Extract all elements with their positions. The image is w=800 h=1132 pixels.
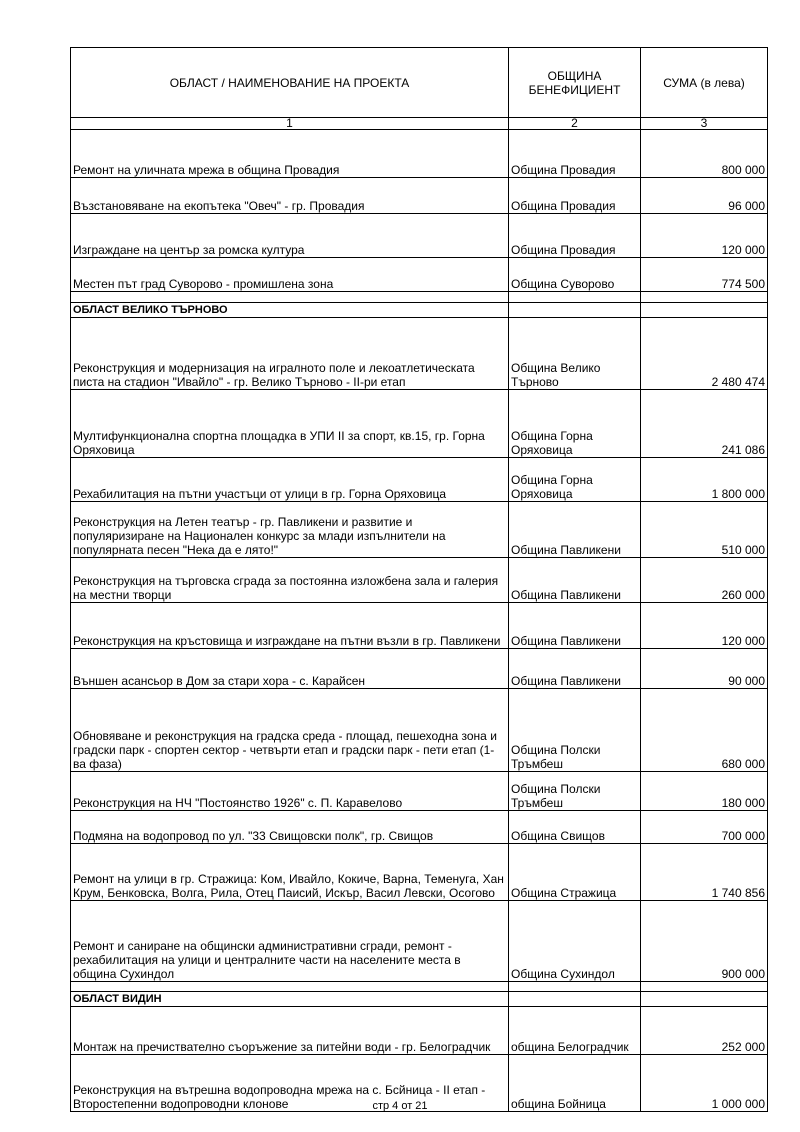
amount-cell: 700 000 — [641, 811, 768, 844]
municipality-cell — [509, 292, 641, 303]
table-row — [71, 458, 768, 502]
amount-cell: 120 000 — [641, 603, 768, 649]
amount-cell: 1 000 000 — [641, 1055, 768, 1112]
municipality-cell: община Белоградчик — [509, 1007, 641, 1055]
table-row — [71, 258, 768, 292]
table-row — [71, 689, 768, 772]
amount-cell: 510 000 — [641, 502, 768, 558]
column-index: 2 — [509, 118, 641, 130]
municipality-cell: Община Стражица — [509, 844, 641, 901]
amount-cell — [641, 303, 768, 318]
table-row — [71, 772, 768, 811]
municipality-cell: Община Велико Търново — [509, 318, 641, 390]
municipality-cell: Община Провадия — [509, 214, 641, 258]
municipality-cell: Община Павликени — [509, 502, 641, 558]
amount-cell: 680 000 — [641, 689, 768, 772]
header-row — [71, 48, 768, 118]
projects-table — [70, 47, 768, 1112]
municipality-cell: Община Горна Оряховица — [509, 458, 641, 502]
project-cell — [71, 982, 509, 992]
project-cell: Рехабилитация на пътни участъци от улици в гр. Горна Оряховица — [71, 458, 509, 502]
amount-cell — [641, 292, 768, 303]
column-index: 1 — [71, 118, 509, 130]
table-row — [71, 558, 768, 603]
amount-cell: 90 000 — [641, 649, 768, 689]
project-cell — [71, 292, 509, 303]
project-cell: Външен асансьор в Дом за стари хора - с. Карайсен — [71, 649, 509, 689]
project-cell: Реконструкция и модернизация на игралното поле и лекоатлетическата писта на стадион "Ивайло" - гр. Велико Търново - II-ри етап — [71, 318, 509, 390]
municipality-cell: община Бойница — [509, 1055, 641, 1112]
project-cell: Реконструкция на НЧ "Постоянство 1926" с. П. Каравелово — [71, 772, 509, 811]
municipality-cell — [509, 982, 641, 992]
project-cell: Възстановяване на екопътека "Овеч" - гр. Провадия — [71, 178, 509, 214]
table-row — [71, 844, 768, 901]
project-cell: Реконструкция на търговска сграда за постоянна изложбена зала и галерия на местни творци — [71, 558, 509, 603]
region-row — [71, 992, 768, 1007]
amount-cell: 96 000 — [641, 178, 768, 214]
project-cell: Изграждане на център за ромска култура — [71, 214, 509, 258]
municipality-cell — [509, 992, 641, 1007]
project-cell: Ремонт на улици в гр. Стражица: Ком, Ивайло, Кокиче, Варна, Теменуга, Хан Крум, Бенковска, Волга, Рила, Отец Паисий, Искър, Васил Левски, Осогово — [71, 844, 509, 901]
municipality-cell: Община Полски Тръмбеш — [509, 689, 641, 772]
amount-cell: 241 086 — [641, 390, 768, 458]
column-index: 3 — [641, 118, 768, 130]
project-cell: Реконструкция на Летен театър - гр. Павликени и развитие и популяризиране на Национален конкурс за млади изпълнители на популярната песен "Нека да е лято!" — [71, 502, 509, 558]
spacer-row — [71, 292, 768, 303]
municipality-cell: Община Горна Оряховица — [509, 390, 641, 458]
amount-cell: 1 740 856 — [641, 844, 768, 901]
project-cell: Обновяване и реконструкция на градска среда - площад, пешеходна зона и градски парк - спортен сектор - четвърти етап и градски парк - пети етап (1-ва фаза) — [71, 689, 509, 772]
project-cell: Местен път град Суворово - промишлена зона — [71, 258, 509, 292]
municipality-cell: Община Павликени — [509, 649, 641, 689]
table-row — [71, 603, 768, 649]
table-row — [71, 214, 768, 258]
table-row — [71, 318, 768, 390]
page-number: стр 4 от 21 — [372, 1100, 428, 1112]
table-row — [71, 178, 768, 214]
amount-cell: 2 480 474 — [641, 318, 768, 390]
table-row — [71, 390, 768, 458]
amount-cell: 800 000 — [641, 130, 768, 178]
amount-cell: 1 800 000 — [641, 458, 768, 502]
project-cell: Реконструкция на вътрешна водопроводна мрежа на с. Бсйница - II етап - Второстепенни водопроводни клонове — [71, 1055, 509, 1112]
project-cell: Реконструкция на кръстовища и изграждане на пътни възли в гр. Павликени — [71, 603, 509, 649]
municipality-cell: Община Свищов — [509, 811, 641, 844]
municipality-cell — [509, 303, 641, 318]
table-row — [71, 502, 768, 558]
header-amount: СУМА (в лева) — [641, 48, 768, 118]
table-row — [71, 811, 768, 844]
amount-cell: 252 000 — [641, 1007, 768, 1055]
municipality-cell: Община Провадия — [509, 178, 641, 214]
amount-cell: 260 000 — [641, 558, 768, 603]
project-cell: Ремонт и саниране на общински административни сгради, ремонт - рехабилитация на улици и централните части на населените места в община Сухиндол — [71, 901, 509, 982]
amount-cell: 180 000 — [641, 772, 768, 811]
project-cell: Мултифункционална спортна площадка в УПИ II за спорт, кв.15, гр. Горна Оряховица — [71, 390, 509, 458]
municipality-cell: Община Павликени — [509, 558, 641, 603]
amount-cell: 900 000 — [641, 901, 768, 982]
table-row — [71, 130, 768, 178]
municipality-cell: Община Суворово — [509, 258, 641, 292]
municipality-cell: Община Провадия — [509, 130, 641, 178]
project-cell: Подмяна на водопровод по ул. "33 Свищовски полк", гр. Свищов — [71, 811, 509, 844]
table-row — [71, 649, 768, 689]
amount-cell — [641, 992, 768, 1007]
header-project: ОБЛАСТ / НАИМЕНОВАНИЕ НА ПРОЕКТА — [71, 48, 509, 118]
region-row — [71, 303, 768, 318]
table-row — [71, 1007, 768, 1055]
column-index-row — [71, 118, 768, 130]
amount-cell: 774 500 — [641, 258, 768, 292]
municipality-cell: Община Сухиндол — [509, 901, 641, 982]
municipality-cell: Община Павликени — [509, 603, 641, 649]
amount-cell: 120 000 — [641, 214, 768, 258]
header-municipality: ОБЩИНА БЕНЕФИЦИЕНТ — [509, 48, 641, 118]
table-row — [71, 901, 768, 982]
project-cell: ОБЛАСТ ВИДИН — [71, 992, 509, 1007]
spacer-row — [71, 982, 768, 992]
municipality-cell: Община Полски Тръмбеш — [509, 772, 641, 811]
project-cell: Ремонт на уличната мрежа в община Провадия — [71, 130, 509, 178]
amount-cell — [641, 982, 768, 992]
project-cell: ОБЛАСТ ВЕЛИКО ТЪРНОВО — [71, 303, 509, 318]
project-cell: Монтаж на пречиствателно съоръжение за питейни води - гр. Белоградчик — [71, 1007, 509, 1055]
